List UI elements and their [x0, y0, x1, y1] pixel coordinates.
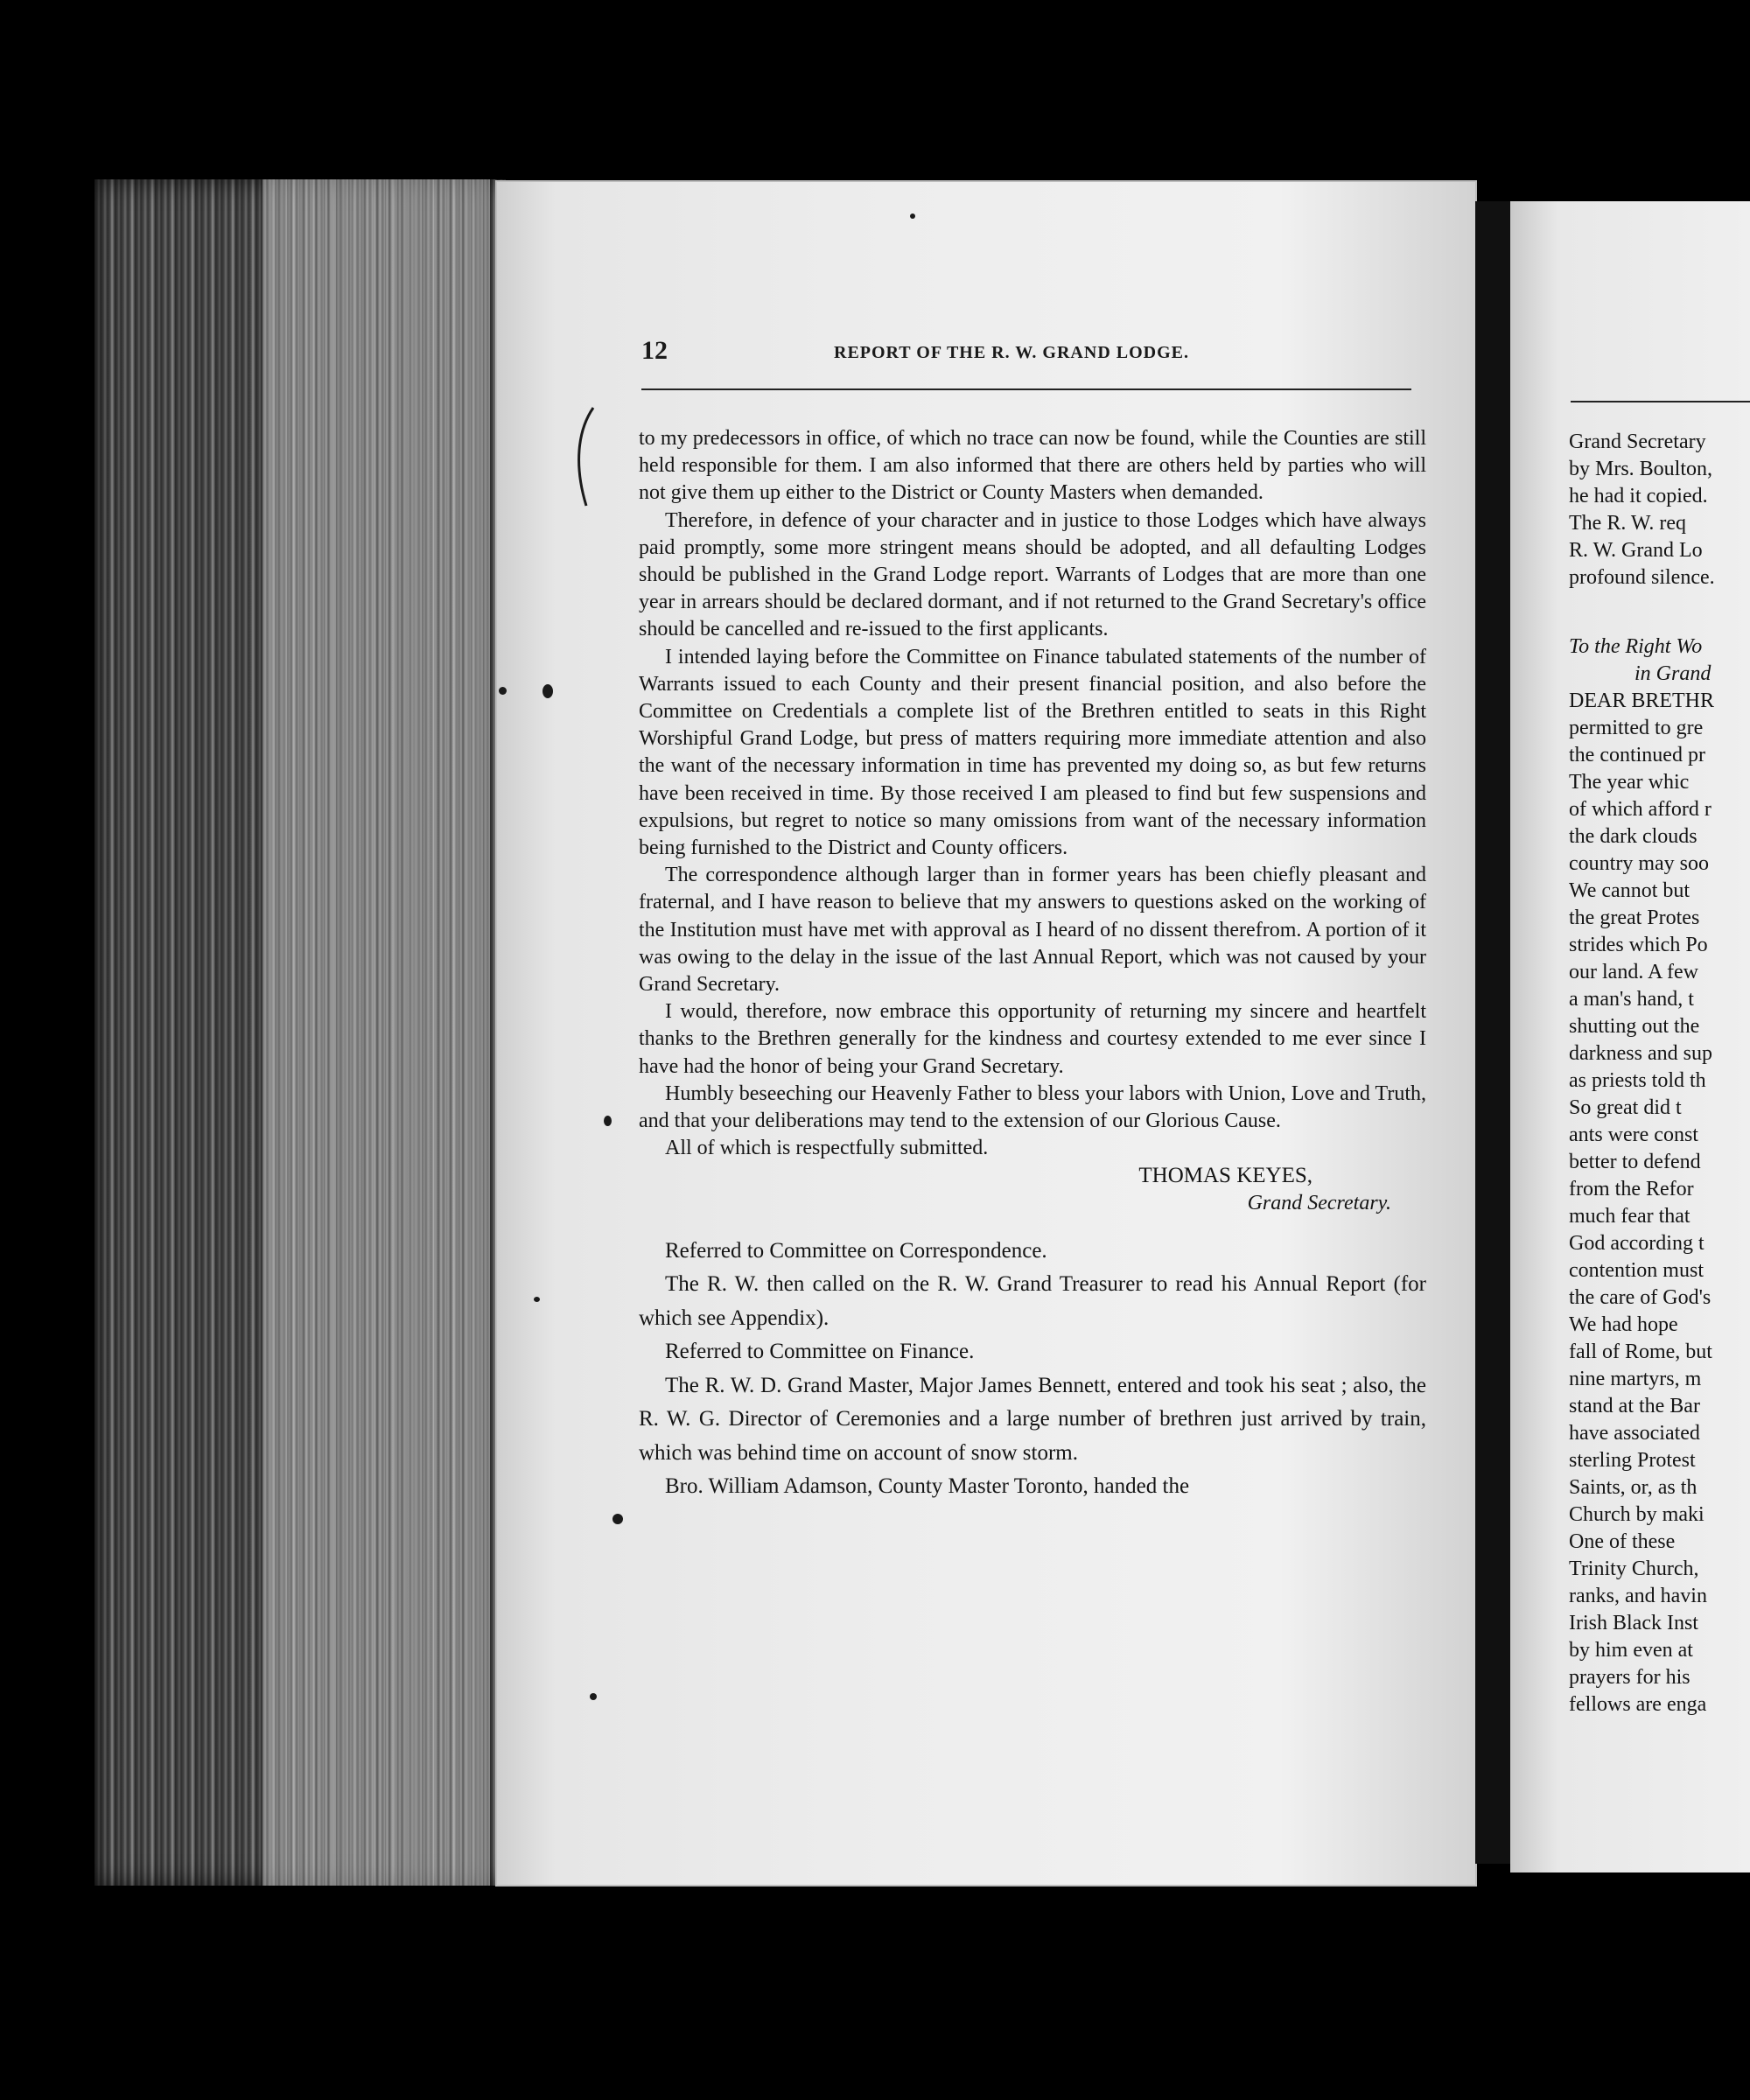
- right-page-line: Saints, or, as th: [1569, 1476, 1698, 1499]
- right-page-line: the continued pr: [1569, 744, 1705, 766]
- right-page-line: of which afford r: [1569, 798, 1712, 821]
- right-page-line: The R. W. req: [1569, 512, 1686, 535]
- right-page-line: ants were const: [1569, 1124, 1698, 1146]
- handwritten-bracket-mark: [567, 404, 602, 509]
- right-page-line: contention must: [1569, 1259, 1704, 1282]
- report-paragraph: to my predecessors in office, of which no trace can now be found, while the Counties are still held responsible for them. I am also informed that there are others held by parties who will not give them up either to the District or County Masters when demanded.: [639, 427, 1426, 505]
- minutes-paragraph: Referred to Committee on Correspondence.: [665, 1238, 1047, 1263]
- header-rule: [641, 388, 1411, 390]
- right-page-line: We cannot but: [1569, 879, 1690, 902]
- right-page-line: the dark clouds: [1569, 825, 1698, 848]
- signature-name: THOMAS KEYES,: [1138, 1164, 1312, 1188]
- right-page-line: R. W. Grand Lo: [1569, 539, 1703, 562]
- report-paragraph: I would, therefore, now embrace this opportunity of returning my sincere and heartfelt thanks to the Brethren generally for the kindness and courtesy extended to me ever since I have had the honor of being your Grand Secretary.: [639, 1000, 1426, 1078]
- right-page-line: DEAR BRETHR: [1569, 690, 1715, 712]
- signature-block: [639, 1162, 1409, 1216]
- line-gap: [1569, 592, 1750, 634]
- right-page-line: shutting out the: [1569, 1015, 1700, 1038]
- right-page-line: fall of Rome, but: [1569, 1340, 1712, 1363]
- right-page-line: much fear that: [1569, 1205, 1690, 1228]
- right-page-address-line: To the Right Wo: [1569, 635, 1703, 658]
- report-body: [639, 425, 1426, 1504]
- book-gutter: [1475, 201, 1510, 1864]
- right-page-line: by Mrs. Boulton,: [1569, 458, 1713, 480]
- right-page-text: [1569, 429, 1750, 1718]
- right-page-line: So great did t: [1569, 1096, 1682, 1119]
- right-page-line: God according t: [1569, 1232, 1704, 1255]
- right-page-line: The year whic: [1569, 771, 1690, 794]
- minutes-paragraph: Referred to Committee on Finance.: [665, 1340, 975, 1364]
- right-page-line: We had hope: [1569, 1313, 1678, 1336]
- right-page-line: our land. A few: [1569, 961, 1698, 984]
- right-page-line: Irish Black Inst: [1569, 1612, 1698, 1634]
- right-page-line: sterling Protest: [1569, 1449, 1696, 1472]
- report-paragraph: The correspondence although larger than in former years has been chiefly pleasant and fraternal, and I have reason to believe that my answers to questions asked on the working of the Institution must have met with approval as I heard of no dissent therefrom. A portion of it was owing to the delay in the issue of the last Annual Report, which was not caused by your Grand Secretary.: [639, 864, 1426, 997]
- signature-title: Grand Secretary.: [1247, 1191, 1391, 1214]
- right-page-line: prayers for his: [1569, 1666, 1690, 1689]
- report-paragraph: All of which is respectfully submitted.: [665, 1137, 989, 1160]
- page-edges-highlight: [262, 179, 490, 1886]
- right-page-line: ranks, and havin: [1569, 1585, 1707, 1607]
- right-page-line: the care of God's: [1569, 1286, 1712, 1309]
- right-page-line: he had it copied.: [1569, 485, 1708, 508]
- minutes-paragraph: The R. W. then called on the R. W. Grand Treasurer to read his Annual Report (for which see Appendix).: [639, 1272, 1426, 1330]
- right-page-address-line: in Grand: [1634, 662, 1712, 685]
- page-number: 12: [641, 336, 668, 365]
- report-paragraph: I intended laying before the Committee on Finance tabulated statements of the number of Warrants issued to each County and their present financial position, and also before the Committee on Credentials a complete list of the Brethren entitled to seats in this Right Worshipful Grand Lodge, but press of matters requiring more immediate attention and also the want of the necessary information in time has prevented my doing so, as but few returns have been received in time. By those received I am pleased to find but few suspensions and expulsions, but regret to notice so many omissions from want of the necessary information being furnished to the District and County officers.: [639, 645, 1426, 860]
- right-page-line: One of these: [1569, 1530, 1676, 1553]
- right-page-header-rule: [1571, 401, 1750, 402]
- right-page-line: nine martyrs, m: [1569, 1368, 1702, 1390]
- right-page-line: darkness and sup: [1569, 1042, 1712, 1065]
- running-title: REPORT OF THE R. W. GRAND LODGE.: [834, 343, 1189, 362]
- page-header: [641, 336, 1416, 371]
- right-page-line: stand at the Bar: [1569, 1395, 1700, 1418]
- right-page-line: country may soo: [1569, 852, 1709, 875]
- right-page-line: the great Protes: [1569, 906, 1700, 929]
- right-page-line: Grand Secretary: [1569, 430, 1706, 453]
- right-page-line: Trinity Church,: [1569, 1558, 1699, 1580]
- minutes-paragraph: The R. W. D. Grand Master, Major James Bennett, entered and took his seat ; also, the R. W. G. Director of Ceremonies and a large number of brethren just arrived by train, which was behind time on account of snow storm.: [639, 1373, 1426, 1465]
- right-page-line: profound silence.: [1569, 566, 1715, 589]
- report-paragraph: Therefore, in defence of your character and in justice to those Lodges which have always paid promptly, some more stringent means should be adopted, and all defaulting Lodges should be published in the Grand Lodge report. Warrants of Lodges that are more than one year in arrears should be declared dormant, and if not returned to the Grand Secretary's office should be cancelled and re-issued to the first applicants.: [639, 508, 1426, 641]
- right-page-line: better to defend: [1569, 1151, 1701, 1173]
- minutes-section: [639, 1235, 1426, 1504]
- right-page-line: as priests told th: [1569, 1069, 1706, 1092]
- right-page-line: a man's hand, t: [1569, 988, 1694, 1011]
- right-page-line: Church by maki: [1569, 1503, 1704, 1526]
- right-page-line: by him even at: [1569, 1639, 1693, 1662]
- right-page-line: fellows are enga: [1569, 1693, 1707, 1716]
- right-page-line: permitted to gre: [1569, 717, 1704, 739]
- right-page-line: strides which Po: [1569, 934, 1708, 956]
- report-paragraph: Humbly beseeching our Heavenly Father to bless your labors with Union, Love and Truth, and that your deliberations may tend to the extension of our Glorious Cause.: [639, 1082, 1426, 1133]
- minutes-paragraph: Bro. William Adamson, County Master Toronto, handed the: [665, 1474, 1190, 1499]
- right-page-line: from the Refor: [1569, 1178, 1694, 1200]
- right-page-line: have associated: [1569, 1422, 1700, 1445]
